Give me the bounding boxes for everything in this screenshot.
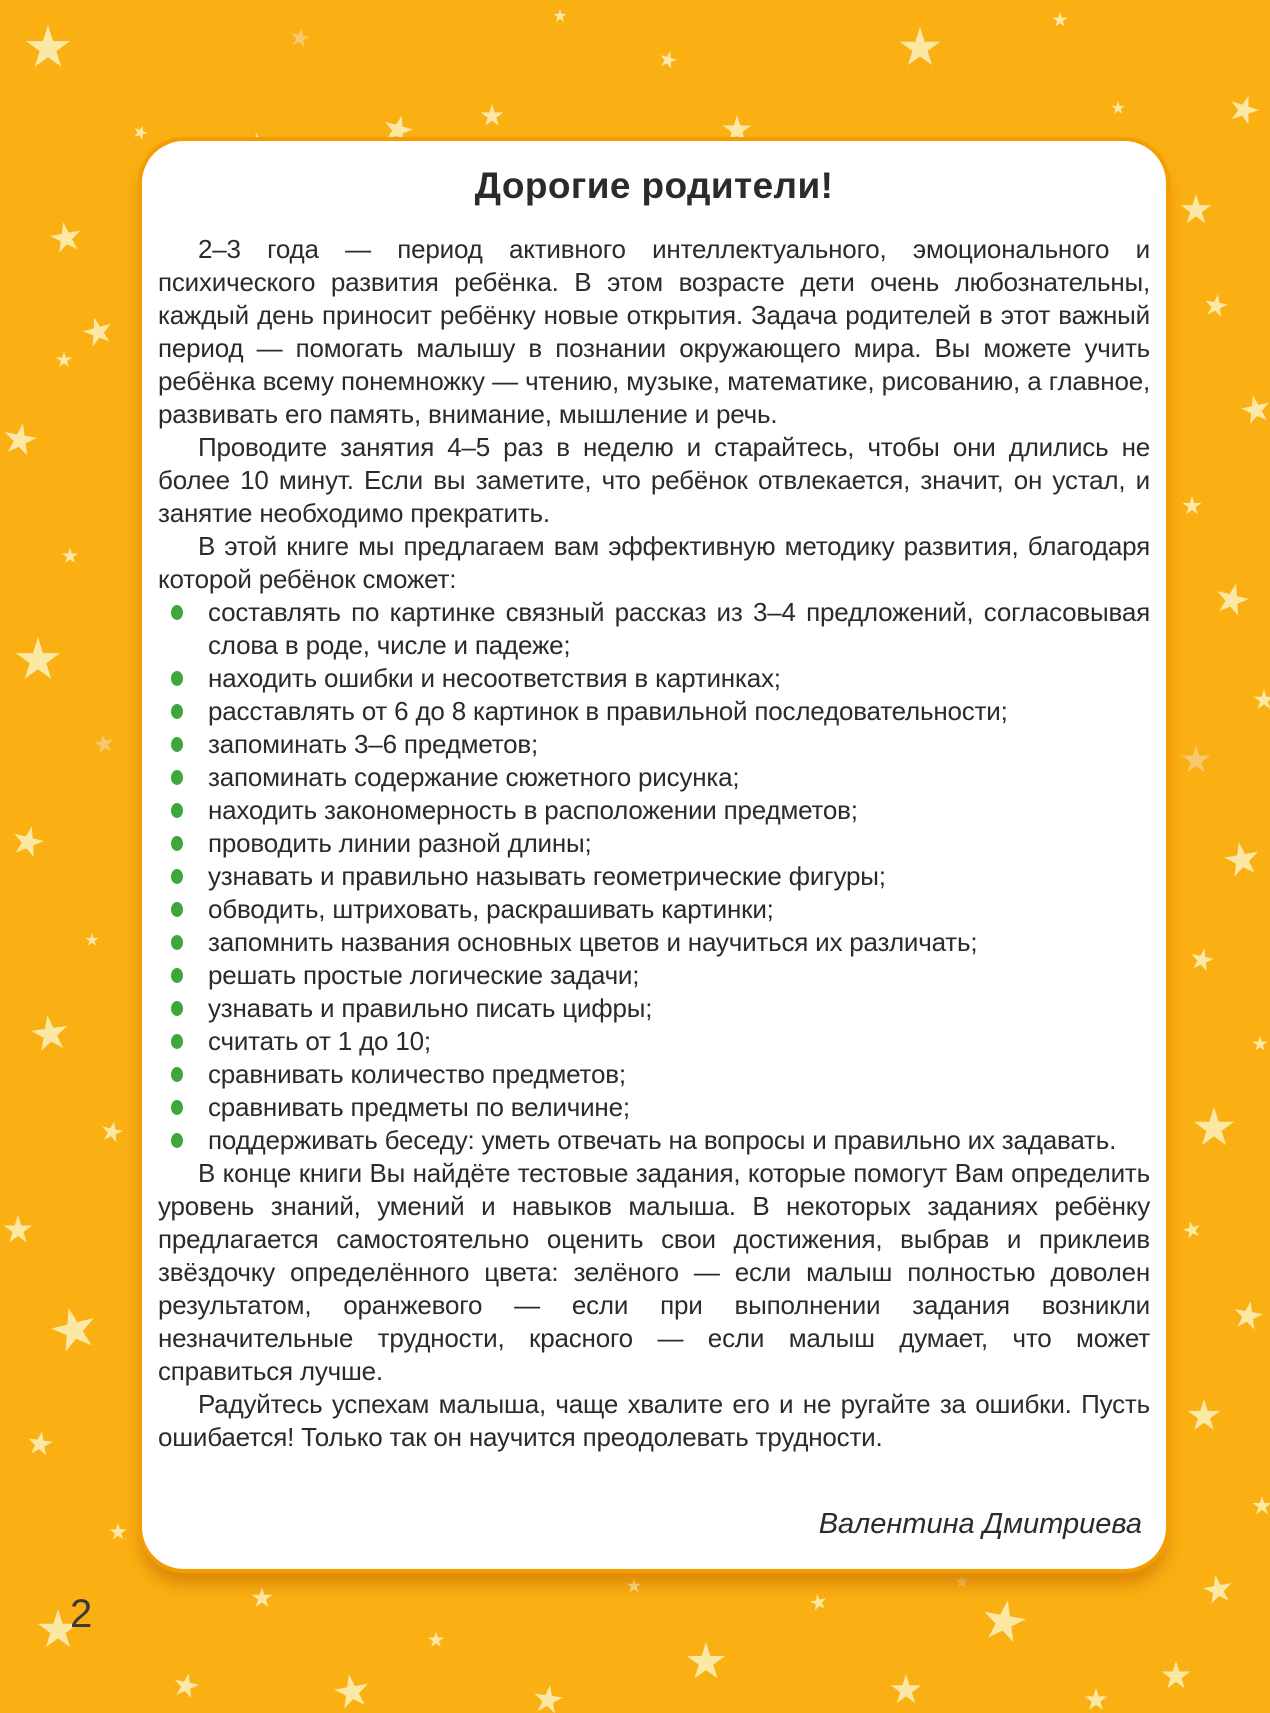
page-number: 2 — [70, 1592, 93, 1636]
goal-item: находить закономерность в расположении предметов; — [158, 794, 1150, 827]
star-icon — [1193, 1107, 1235, 1149]
goal-item: сравнивать количество предметов; — [158, 1058, 1150, 1091]
closing-paragraph: В конце книги Вы найдёте тестовые задания, которые помогут Вам определить уровень знаний, умений и навыков малыша. В некоторых заданиях ребёнку предлагается самостоятельно оценить свои достижения, выбрав и приклеив звёздочку определённого цвета: зелёного — если малыш полностью доволен результатом, оранжевого — если при выполнении задания возникли незначительные трудности, красного — если малыш думает, что может справиться лучше. — [158, 1158, 1150, 1386]
star-icon — [331, 1671, 373, 1713]
goal-item: проводить линии разной длины; — [158, 827, 1150, 860]
star-icon — [686, 1642, 726, 1682]
star-icon — [1211, 579, 1252, 620]
star-icon — [251, 1587, 273, 1609]
star-icon — [808, 1592, 828, 1612]
star-icon — [627, 1579, 642, 1594]
star-icon — [899, 27, 941, 69]
intro-paragraph: 2–3 года — период активного интеллектуального, эмоционального и психического развития ребёнка. В этом возрасте дети очень любознательны, каждый день приносит ребёнку новые открытия. Задача родителей в этот важный период — помогать малышу в познании окружающего мира. Вы можете учить ребёнка всему понемножку — чтению, музыке, математике, рисованию, а главное, развивать его память, внимание, мышление и речь. — [158, 234, 1150, 429]
star-icon — [171, 1671, 202, 1702]
star-icon — [25, 1429, 54, 1458]
star-icon — [62, 548, 79, 565]
star-icon — [1225, 91, 1263, 129]
star-icon — [1052, 12, 1068, 28]
star-icon — [46, 1302, 102, 1358]
star-icon — [3, 1215, 33, 1245]
star-icon — [1231, 1299, 1266, 1334]
star-icon — [1161, 1661, 1191, 1691]
star-icon — [955, 1575, 969, 1589]
star-icon — [1187, 1399, 1221, 1433]
goal-item: узнавать и правильно называть геометрические фигуры; — [158, 860, 1150, 893]
content-panel — [138, 137, 1170, 1573]
star-icon — [92, 732, 115, 755]
star-icon — [1180, 194, 1212, 226]
star-icon — [1084, 1688, 1108, 1712]
closing-paragraph: Радуйтесь успехам малыша, чаще хвалите его и не ругайте за ошибки. Пусть ошибается! Только так он научится преодолевать трудности. — [158, 1389, 1150, 1452]
star-icon — [979, 1597, 1030, 1648]
goal-item: запомнить названия основных цветов и научиться их различать; — [158, 926, 1150, 959]
star-icon — [890, 1674, 922, 1706]
goal-item: находить ошибки и несоответствия в картинках; — [158, 662, 1150, 695]
star-icon — [1188, 946, 1216, 974]
star-icon — [9, 823, 48, 862]
star-icon — [1181, 1219, 1203, 1241]
star-icon — [1252, 1036, 1268, 1052]
star-icon — [288, 26, 311, 49]
goal-item: поддерживать беседу: уметь отвечать на вопросы и правильно их задавать. — [158, 1124, 1150, 1157]
star-icon — [1181, 745, 1211, 775]
star-icon — [553, 9, 567, 23]
star-icon — [109, 1523, 127, 1541]
goal-item: составлять по картинке связный рассказ из 3–4 предложений, согласовывая слова в роде, числе и падеже; — [158, 596, 1150, 662]
star-icon — [657, 49, 679, 71]
goal-item: считать от 1 до 10; — [158, 1025, 1150, 1058]
star-icon — [29, 1013, 72, 1056]
star-icon — [1111, 101, 1125, 115]
star-icon — [25, 25, 71, 71]
goals-list — [158, 596, 1150, 1157]
star-icon — [531, 1683, 565, 1713]
star-icon — [1201, 1573, 1236, 1608]
star-icon — [428, 1632, 445, 1649]
intro-paragraph: В этой книге мы предлагаем вам эффективную методику развития, благодаря которой ребёнок сможет: — [158, 531, 1150, 594]
star-icon — [15, 637, 61, 683]
star-icon — [1221, 839, 1263, 881]
goal-item: узнавать и правильно писать цифры; — [158, 992, 1150, 1025]
goal-item: обводить, штриховать, раскрашивать картинки; — [158, 893, 1150, 926]
star-icon — [80, 314, 117, 351]
star-icon — [1182, 496, 1202, 516]
intro-paragraph: Проводите занятия 4–5 раз в неделю и старайтесь, чтобы они длились не более 10 минут. Если вы заметите, что ребёнок отвлекается, значит, он устал, и занятие необходимо прекратить. — [158, 432, 1150, 528]
star-icon — [1253, 689, 1270, 711]
star-icon — [0, 420, 39, 459]
star-icon — [56, 352, 73, 369]
goal-item: решать простые логические задачи; — [158, 959, 1150, 992]
star-icon — [47, 219, 84, 256]
goal-item: сравнивать предметы по величине; — [158, 1091, 1150, 1124]
star-icon — [1202, 292, 1230, 320]
star-icon — [1238, 392, 1270, 428]
goal-item: расставлять от 6 до 8 картинок в правильной последовательности; — [158, 695, 1150, 728]
author-signature: Валентина Дмитриева — [818, 1508, 1142, 1540]
goal-item: запоминать содержание сюжетного рисунка; — [158, 761, 1150, 794]
page-title: Дорогие родители! — [474, 165, 834, 206]
star-icon — [1252, 1496, 1270, 1516]
star-icon — [85, 933, 99, 947]
star-icon — [99, 1119, 125, 1145]
star-icon — [130, 122, 149, 141]
goal-item: запоминать 3–6 предметов; — [158, 728, 1150, 761]
star-icon — [480, 104, 504, 128]
